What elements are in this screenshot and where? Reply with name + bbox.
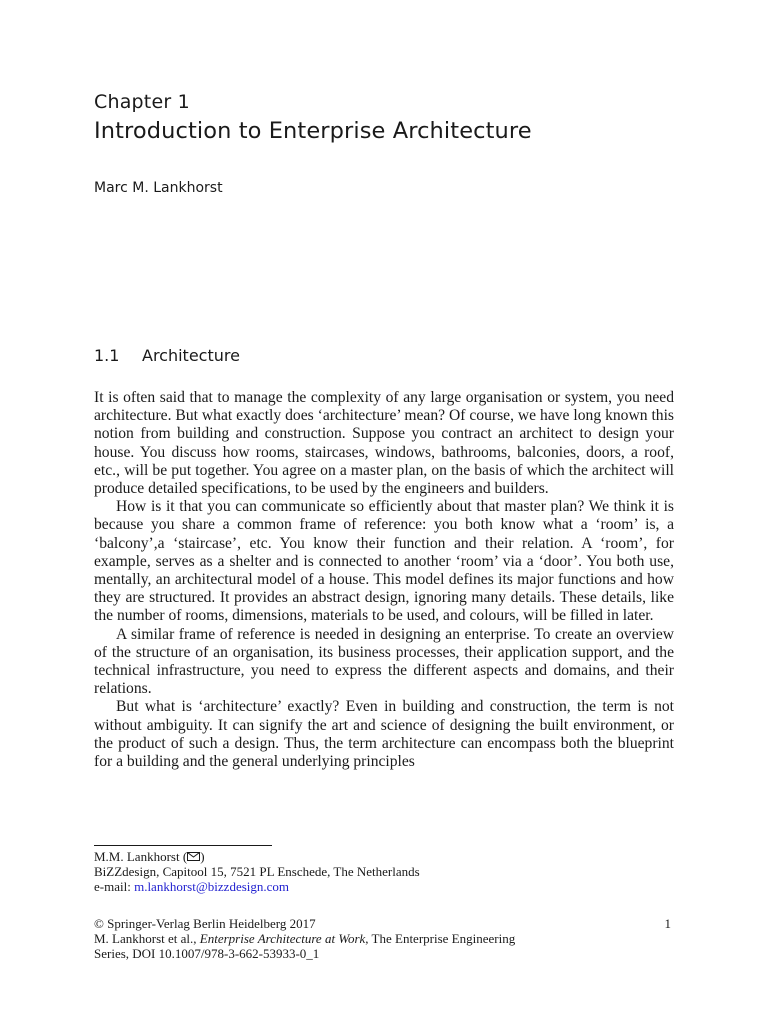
book-title: Enterprise Architecture at Work	[199, 931, 366, 947]
paragraph: A similar frame of reference is needed in designing an enterprise. To create an overview of the structure of an organisation, its business processes, their application support, and the technical infrastructure, you need to express the different aspects and domains, and their relations.	[94, 625, 674, 698]
envelope-icon: ( )	[182, 849, 205, 864]
page-number: 1	[664, 916, 671, 931]
chapter-title: Introduction to Enterprise Architecture	[94, 118, 532, 144]
section-heading	[94, 346, 240, 366]
chapter-label: Chapter 1	[94, 91, 190, 113]
paragraph: How is it that you can communicate so efficiently about that master plan? We think it is because you share a common frame of reference: you both know what a ‘room’ is, a ‘balcony’,a ‘staircase’, etc. You know their function and their relation. A ‘room’, for example, serves as a shelter and is connected to another ‘room’ via a ‘door’. You both use, mentally, an architectural model of a house. This model defines its major functions and how they are structured. It provides an abstract design, ignoring many details. These details, like the number of rooms, dimensions, materials to be used, and colours, will be filled in later.	[94, 498, 674, 625]
footnote-divider	[94, 845, 272, 846]
paragraph: It is often said that to manage the complexity of any large organisation or system, you need architecture. But what exactly does ‘architecture’ mean? Of course, we have long known this notion from building and construction. Suppose you contract an architect to design your house. You discuss how rooms, staircases, windows, bathrooms, balconies, doors, a roof, etc., will be put together. You agree on a master plan, on the basis of which the architect will produce detailed specifications, to be used by the engineers and builders.	[94, 389, 674, 498]
section-number: 1.1	[94, 346, 120, 365]
affiliation-name: M.M. Lankhorst	[94, 849, 180, 864]
copyright-block	[94, 916, 674, 962]
copyright-line: © Springer-Verlag Berlin Heidelberg 2017	[94, 916, 316, 931]
affiliation-email-line	[94, 879, 420, 894]
affiliation-address: BiZZdesign, Capitool 15, 7521 PL Enschede, The Netherlands	[94, 864, 420, 880]
citation-line	[94, 931, 674, 946]
paragraph: But what is ‘architecture’ exactly? Even in building and construction, the term is not without ambiguity. It can signify the art and science of designing the built environment, or the product of such a design. Thus, the term architecture can encompass both the blueprint for a building and the general underlying principles	[94, 698, 674, 771]
citation-authors: M. Lankhorst et al.,	[94, 931, 200, 947]
email-link[interactable]: m.lankhorst@bizzdesign.com	[134, 879, 290, 895]
author-affiliation	[94, 849, 420, 895]
affiliation-name-line	[94, 849, 420, 864]
doi-line: Series, DOI 10.1007/978-3-662-53933-0_1	[94, 946, 320, 962]
series-name: , The Enterprise Engineering	[365, 931, 516, 947]
body-text	[94, 389, 674, 771]
section-title: Architecture	[142, 346, 240, 365]
author-name: Marc M. Lankhorst	[94, 180, 223, 196]
email-label: e-mail:	[94, 879, 135, 895]
